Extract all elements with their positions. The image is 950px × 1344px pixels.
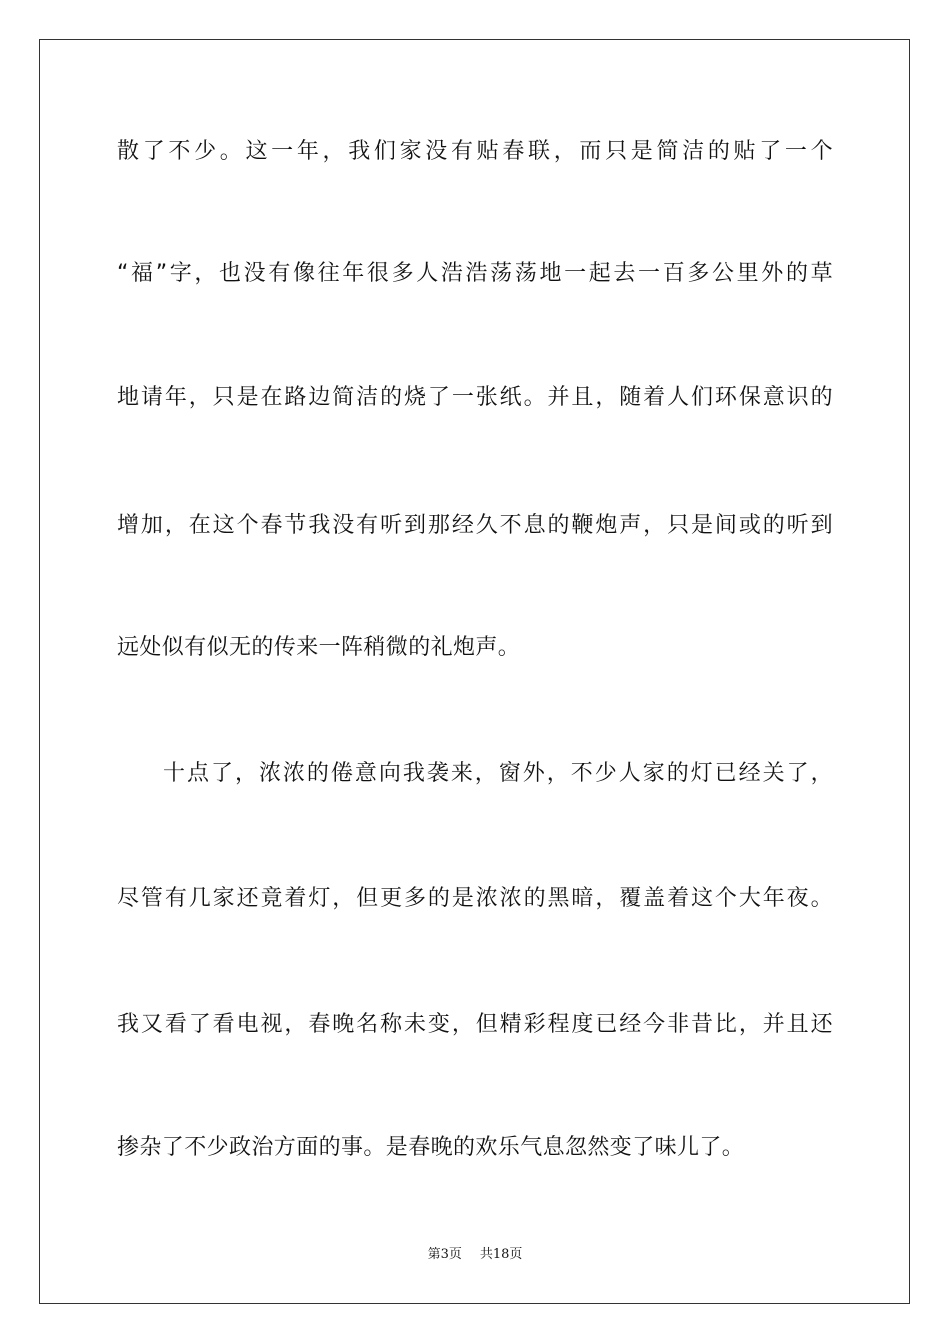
- paragraph-line: 我又看了看电视，春晚名称未变，但精彩程度已经今非昔比，并且还: [117, 1012, 833, 1037]
- paragraph-line: 地请年，只是在路边简洁的烧了一张纸。并且，随着人们环保意识的: [117, 385, 833, 410]
- page-number: 第3页: [427, 1247, 462, 1262]
- paragraph-line: 尽管有几家还竟着灯，但更多的是浓浓的黑暗，覆盖着这个大年夜。: [117, 886, 833, 911]
- paragraph-line: 增加，在这个春节我没有听到那经久不息的鞭炮声，只是间或的听到: [117, 513, 833, 538]
- page-total: 共18页: [479, 1247, 523, 1262]
- paragraph-line: 掺杂了不少政治方面的事。是春晚的欢乐气息忽然变了味儿了。: [117, 1135, 745, 1160]
- page-border: [39, 39, 910, 1304]
- page-footer: [0, 1245, 950, 1265]
- paragraph-line: 十点了，浓浓的倦意向我袭来，窗外，不少人家的灯已经关了，: [163, 761, 833, 786]
- paragraph-line: 远处似有似无的传来一阵稍微的礼炮声。: [117, 635, 521, 660]
- paragraph-line: 散了不少。这一年，我们家没有贴春联，而只是简洁的贴了一个: [117, 139, 833, 164]
- paragraph-line: “福”字，也没有像往年很多人浩浩荡荡地一起去一百多公里外的草: [117, 261, 833, 286]
